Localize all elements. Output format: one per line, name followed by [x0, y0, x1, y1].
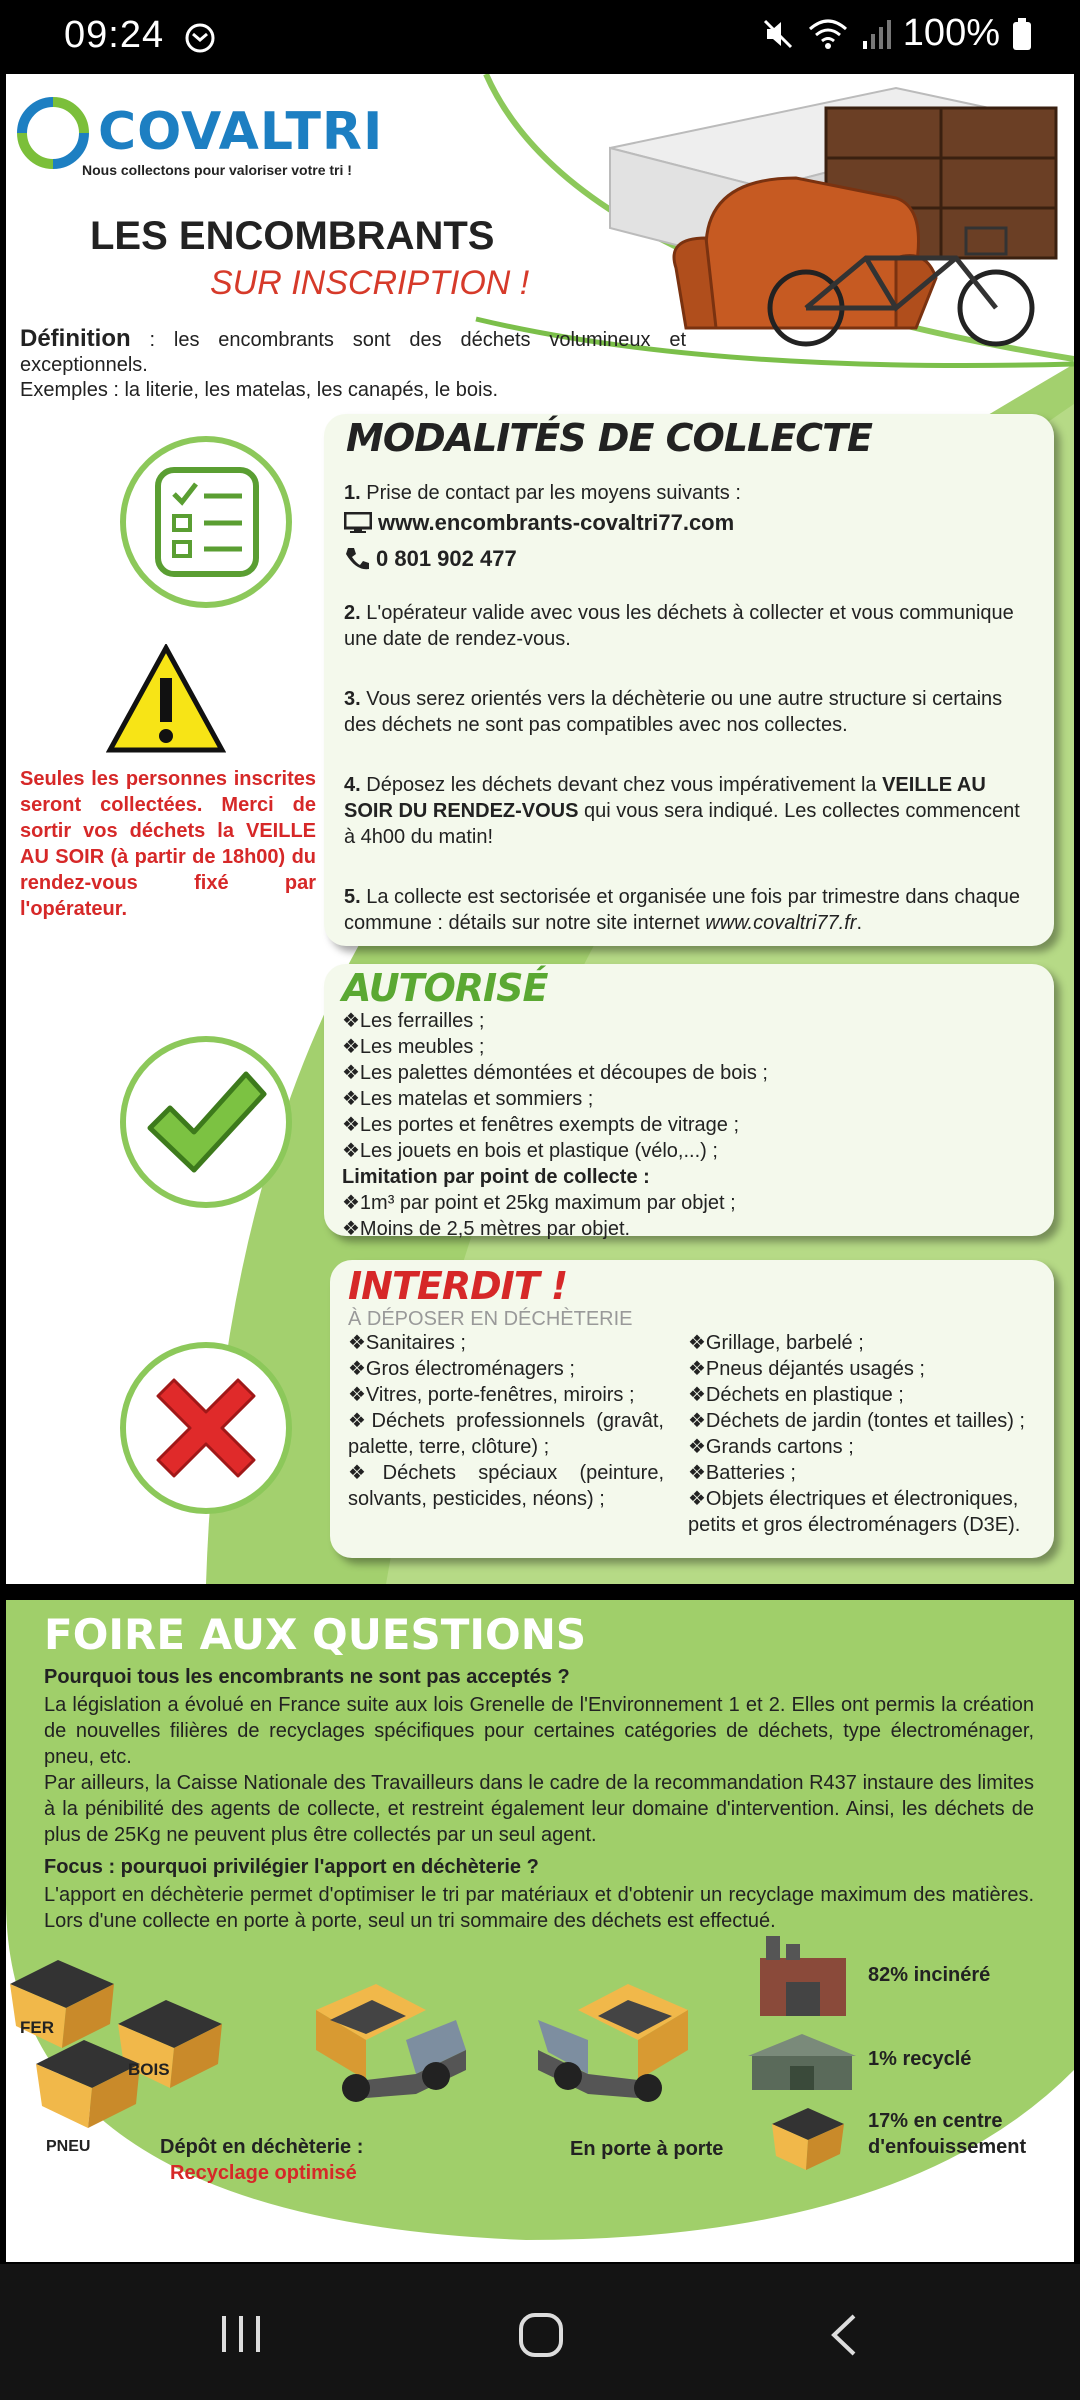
- battery-percent: 100%: [902, 12, 1000, 54]
- home-icon[interactable]: [518, 2312, 564, 2358]
- step-5-text-c: .: [856, 912, 863, 934]
- step-4-text-c: qui vous sera indiqué. Les collectes commencent à 4h00 du matin!: [344, 800, 1020, 848]
- modalites-box: [324, 414, 1054, 946]
- interdit-title: INTERDIT !: [348, 1264, 568, 1308]
- dump-truck-icon: [296, 1980, 472, 2110]
- stat-incinere: 82% incinéré: [868, 1964, 991, 1986]
- step-2-number: 2.: [344, 602, 361, 624]
- bin-label-bois: BOIS: [128, 2060, 170, 2079]
- step-4: [344, 772, 1024, 850]
- interdit-list-right: [688, 1330, 1038, 1538]
- bin-label-fer: FER: [20, 2018, 54, 2037]
- step-3-text: Vous serez orientés vers la déchèterie ou une autre structure si certains des déchets ne sont pas compatibles avec nos collectes.: [344, 688, 1003, 736]
- interdit-item: ❖Déchets en plastique ;: [688, 1384, 904, 1406]
- message-icon: [184, 22, 216, 54]
- interdit-item: ❖Déchets de jardin (tontes et tailles) ;: [688, 1410, 1025, 1432]
- stat-recycle: 1% recyclé: [868, 2048, 972, 2070]
- autorise-box: [324, 964, 1054, 1240]
- interdit-box: [330, 1260, 1054, 1558]
- step-1-text: Prise de contact par les moyens suivants :: [366, 482, 741, 504]
- faq-question-1: Pourquoi tous les encombrants ne sont pas acceptés ?: [44, 1666, 570, 1688]
- step-4-number: 4.: [344, 774, 361, 796]
- step-2-text: L'opérateur valide avec vous les déchets à collecter et vous communique une date de rendez-vous.: [344, 602, 1014, 650]
- cross-icon: [152, 1374, 260, 1482]
- interdit-item: ❖Vitres, porte-fenêtres, miroirs ;: [348, 1384, 635, 1406]
- interdit-item: ❖Pneus déjantés usagés ;: [688, 1358, 925, 1380]
- warning-icon: [106, 644, 226, 756]
- phone-icon: [344, 546, 370, 572]
- step-2: [344, 600, 1024, 652]
- interdit-item: ❖Déchets professionnels (gravât, palette, terre, clôture) ;: [348, 1410, 664, 1458]
- definition-examples: Exemples : la literie, les matelas, les canapés, le bois.: [20, 379, 498, 401]
- dump-truck-icon-2: [532, 1980, 708, 2110]
- stat-enfouissement: 17% en centre d'enfouissement: [868, 2110, 1027, 2158]
- autorise-item: ❖Les meubles ;: [342, 1036, 485, 1058]
- step-1-number: 1.: [344, 482, 361, 504]
- navigation-bar: [0, 2264, 1080, 2400]
- interdit-subtitle: À DÉPOSER EN DÉCHÈTERIE: [348, 1308, 633, 1330]
- phone-row: [344, 546, 517, 572]
- brand-tagline: Nous collectons pour valoriser votre tri !: [82, 162, 352, 178]
- autorise-item: ❖Les palettes démontées et découpes de bois ;: [342, 1062, 768, 1084]
- step-5-number: 5.: [344, 886, 361, 908]
- mute-icon: [761, 17, 795, 51]
- depot-label: Dépôt en déchèterie :: [160, 2136, 364, 2158]
- limit-item: ❖Moins de 2,5 mètres par objet.: [342, 1218, 631, 1240]
- step-4-text-a: Déposez les déchets devant chez vous impérativement la: [366, 774, 877, 796]
- back-icon[interactable]: [828, 2312, 858, 2358]
- porte-label: En porte à porte: [570, 2138, 724, 2160]
- covaltri-logo-icon: [16, 96, 90, 170]
- interdit-item: ❖Batteries ;: [688, 1462, 796, 1484]
- faq-title: FOIRE AUX QUESTIONS: [44, 1610, 587, 1659]
- phone-number[interactable]: 0 801 902 477: [376, 546, 517, 571]
- interdit-item: ❖Sanitaires ;: [348, 1332, 466, 1354]
- poster-page: [6, 74, 1074, 1584]
- limit-item: ❖1m³ par point et 25kg maximum par objet ;: [342, 1192, 736, 1214]
- status-time: 09:24: [64, 14, 165, 56]
- definition-text: : les encombrants sont des déchets volumineux et exceptionnels.: [20, 329, 687, 376]
- interdit-item: ❖Gros électroménagers ;: [348, 1358, 575, 1380]
- bin-label-pneu: PNEU: [46, 2138, 91, 2155]
- depot-sublabel: Recyclage optimisé: [170, 2162, 357, 2184]
- step-4-text-bold: VEILLE AU SOIR DU RENDEZ-VOUS: [344, 774, 986, 822]
- faq-answer-1b: Par ailleurs, la Caisse Nationale des Travailleurs dans le cadre de la recommandation R437 instaure des limites à la pénibilité des agents de collecte, et restreint également leur domaine d'intervention. Ainsi, les déchets de plus de 25Kg ne peuvent plus être collectés par un seul agent.: [44, 1772, 1034, 1846]
- faq-question-2: Focus : pourquoi privilégier l'apport en déchèterie ?: [44, 1856, 539, 1878]
- step-3-number: 3.: [344, 688, 361, 710]
- signal-icon: [861, 17, 891, 51]
- interdit-list-left: [348, 1330, 664, 1512]
- recycling-center-icon: [744, 2030, 860, 2094]
- modalites-title: MODALITÉS DE COLLECTE: [346, 416, 872, 460]
- autorise-item: ❖Les portes et fenêtres exempts de vitrage ;: [342, 1114, 740, 1136]
- page-title: LES ENCOMBRANTS: [90, 214, 495, 258]
- definition-block: [20, 326, 686, 403]
- interdit-item: ❖Grands cartons ;: [688, 1436, 854, 1458]
- autorise-item: ❖Les ferrailles ;: [342, 1010, 485, 1032]
- faq-answer-2: L'apport en déchèterie permet d'optimiser le tri par matériaux et d'obtenir un recyclage maximum des matières. Lors d'une collecte en porte à porte, seul un tri sommaire des déchets est effectué.: [44, 1884, 1034, 1932]
- landfill-bin-icon: [768, 2104, 848, 2174]
- wifi-icon: [807, 17, 849, 51]
- step-3: [344, 686, 1024, 738]
- status-bar: [0, 0, 1080, 72]
- website-row: [344, 510, 734, 536]
- step-5: [344, 884, 1024, 936]
- battery-icon: [1012, 17, 1032, 51]
- checklist-circle: [120, 436, 292, 608]
- page-subtitle: SUR INSCRIPTION !: [210, 264, 530, 302]
- step-5-site[interactable]: www.covaltri77.fr: [705, 912, 857, 934]
- step-1: [344, 480, 1024, 506]
- limit-title: Limitation par point de collecte :: [342, 1166, 650, 1188]
- interdit-item: ❖Grillage, barbelé ;: [688, 1332, 864, 1354]
- autorise-title: AUTORISÉ: [342, 966, 548, 1010]
- interdit-item: ❖Déchets spéciaux (peinture, solvants, pesticides, néons) ;: [348, 1462, 664, 1510]
- furniture-illustration: [596, 78, 1070, 354]
- faq-page: [6, 1600, 1074, 2262]
- incinerator-icon: [756, 1932, 850, 2018]
- step-5-text-a: La collecte est sectorisée et organisée une fois par trimestre dans chaque commune : détails sur notre site internet: [344, 886, 1020, 934]
- website-link[interactable]: www.encombrants-covaltri77.com: [378, 510, 735, 535]
- warning-text: Seules les personnes inscrites seront collectées. Merci de sortir vos déchets la VEILLE AU SOIR (à partir de 18h00) du rendez-vous fixé par l'opérateur.: [20, 768, 316, 920]
- checklist-icon: [152, 464, 262, 580]
- cross-circle: [120, 1342, 292, 1514]
- interdit-item: ❖Objets électriques et électroniques, petits et gros électroménagers (D3E).: [688, 1488, 1021, 1536]
- autorise-item: ❖Les jouets en bois et plastique (vélo,...) ;: [342, 1140, 718, 1162]
- checkmark-icon: [142, 1066, 270, 1178]
- autorise-list: [342, 1008, 768, 1242]
- faq-answer-1: La législation a évolué en France suite aux lois Grenelle de l'Environnement 1 et 2. Elles ont permis la création de nouvelles filières de recyclages spécifiques pour certaines catégories de déchets, type électroménager, pneu, etc.: [44, 1694, 1034, 1768]
- recycling-bins-illustration: [6, 1956, 226, 2156]
- brand-name: COVALTRI: [98, 102, 384, 162]
- autorise-item: ❖Les matelas et sommiers ;: [342, 1088, 594, 1110]
- check-circle: [120, 1036, 292, 1208]
- definition-label: Définition: [20, 325, 131, 352]
- recent-apps-icon[interactable]: [218, 2312, 264, 2356]
- computer-icon: [344, 512, 372, 534]
